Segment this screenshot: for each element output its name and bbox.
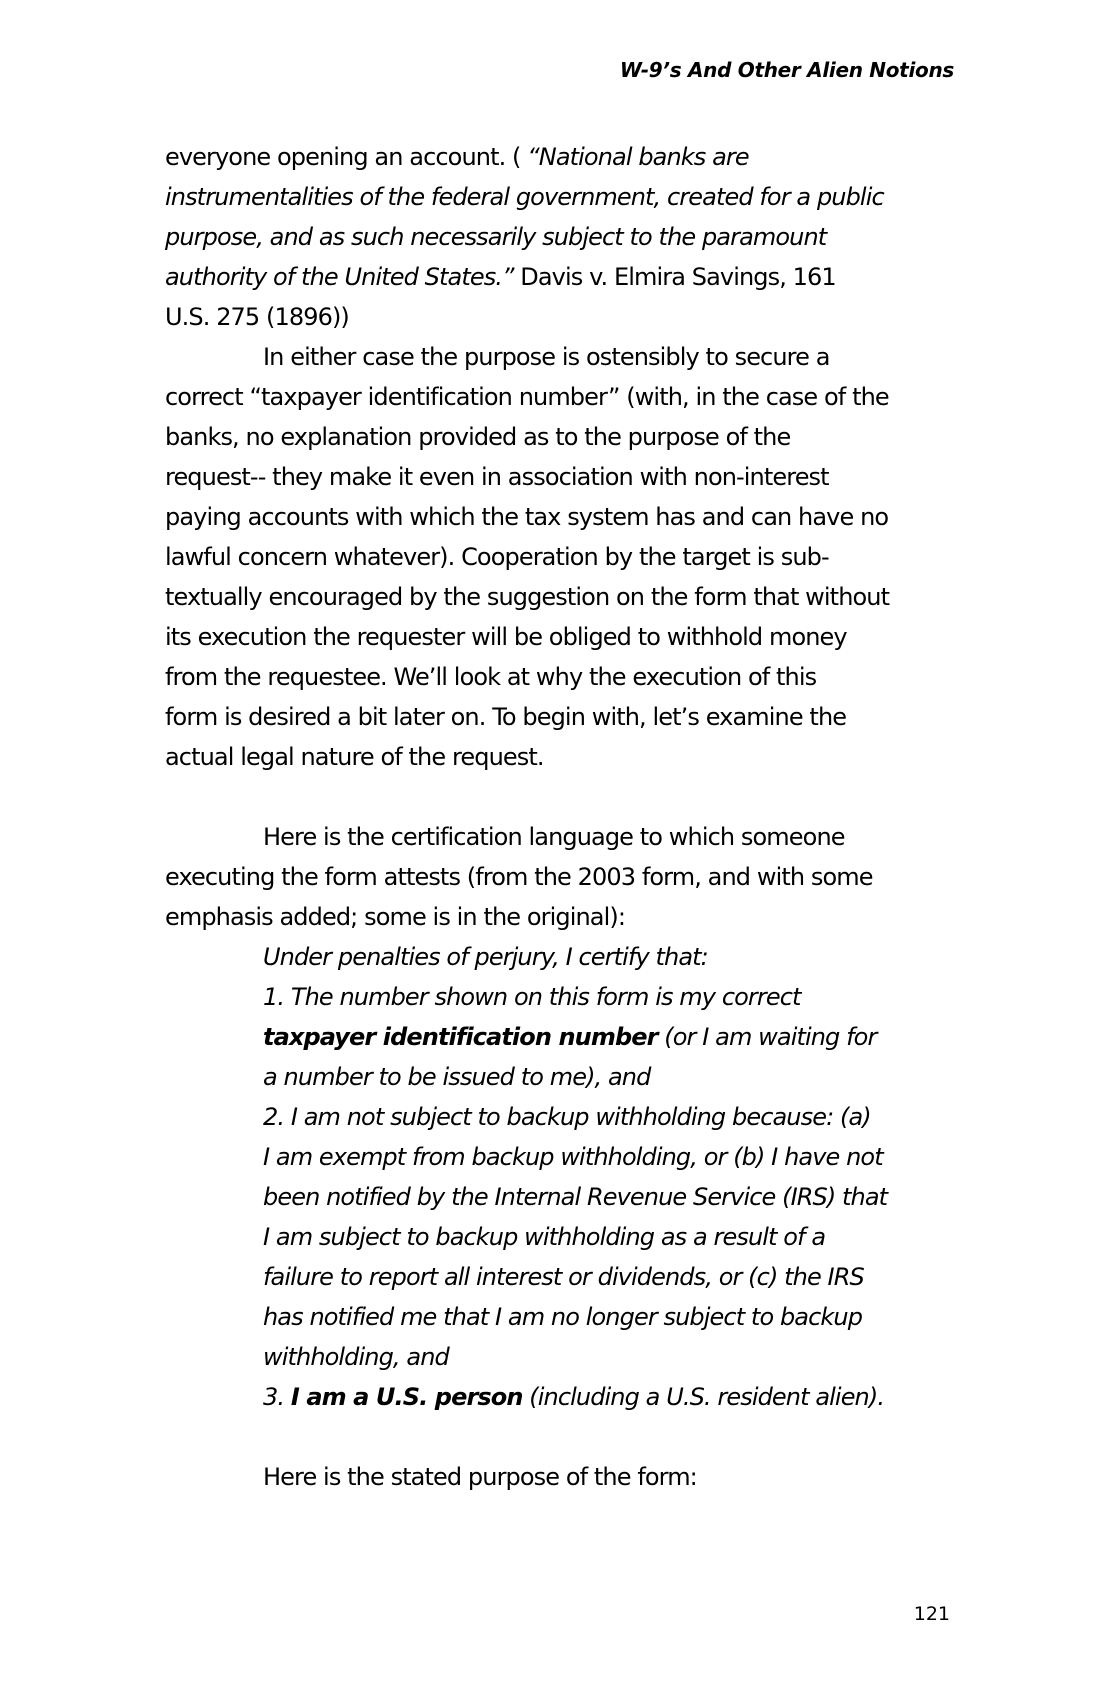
quote-span: “National banks are (527, 143, 749, 171)
quote-line: been notified by the Internal Revenue Service (IRS) that (263, 1183, 888, 1211)
quote-line: has notified me that I am no longer subject to backup (263, 1303, 863, 1331)
quote-line: I am exempt from backup withholding, or (b) I have not (263, 1143, 883, 1171)
paragraph-gap (165, 777, 965, 817)
text-span: (including a U.S. resident alien). (522, 1383, 885, 1411)
page-number: 121 (913, 1603, 950, 1625)
quote-line: I am subject to backup withholding as a result of a (263, 1223, 826, 1251)
text-line: form is desired a bit later on. To begin with, let’s examine the (165, 703, 847, 731)
text-line: In either case the purpose is ostensibly to secure a (263, 343, 830, 371)
emphasis-text: taxpayer identification number (263, 1023, 658, 1051)
quote-item-1: 1. The number shown on this form is my correct (263, 983, 801, 1011)
text-line: its execution the requester will be obliged to withhold money (165, 623, 847, 651)
text-line: actual legal nature of the request. (165, 743, 544, 771)
quote-line: failure to report all interest or dividends, or (c) the IRS (263, 1263, 864, 1291)
text-line: executing the form attests (from the 2003 form, and with some (165, 863, 873, 891)
quote-item-2: 2. I am not subject to backup withholding because: (a) (263, 1103, 871, 1131)
text-line: Here is the certification language to which someone (263, 823, 845, 851)
text-line: from the requestee. We’ll look at why the execution of this (165, 663, 817, 691)
text-line (165, 137, 965, 177)
quote-span: authority of the United States.” (165, 263, 514, 291)
text-span: everyone opening an account. ( (165, 143, 528, 171)
text-line: textually encouraged by the suggestion on the form that without (165, 583, 890, 611)
paragraph-certification-intro (165, 817, 965, 937)
text-line: emphasis added; some is in the original): (165, 903, 626, 931)
citation-span: Davis v. Elmira Savings, 161 (513, 263, 836, 291)
text-line: paying accounts with which the tax system has and can have no (165, 503, 889, 531)
quote-intro: Under penalties of perjury, I certify that: (263, 943, 708, 971)
text-line: lawful concern whatever). Cooperation by the target is sub- (165, 543, 829, 571)
running-header: W-9’s And Other Alien Notions (619, 58, 954, 82)
text-line: request-- they make it even in association with non-interest (165, 463, 829, 491)
text-span: 3. (263, 1383, 291, 1411)
paragraph-purpose (165, 337, 965, 777)
text-line: U.S. 275 (1896)) (165, 303, 349, 331)
paragraph-citation (165, 137, 965, 337)
text-span: (or I am waiting for (657, 1023, 877, 1051)
text-line: banks, no explanation provided as to the purpose of the (165, 423, 791, 451)
text-line: correct “taxpayer identification number” (with, in the case of the (165, 383, 889, 411)
quote-line: a number to be issued to me), and (263, 1063, 651, 1091)
text-line: purpose, and as such necessarily subject to the paramount (165, 223, 827, 251)
paragraph-stated-purpose: Here is the stated purpose of the form: (263, 1463, 697, 1491)
text-line (165, 257, 965, 297)
body-text (165, 137, 965, 1497)
block-quote-certification (165, 937, 965, 1417)
quote-line: withholding, and (263, 1343, 449, 1371)
emphasis-text: I am a U.S. person (290, 1383, 523, 1411)
quote-line (165, 1017, 965, 1057)
quote-item-3 (165, 1377, 965, 1417)
paragraph-gap (165, 1417, 965, 1457)
text-line: instrumentalities of the federal government, created for a public (165, 183, 884, 211)
